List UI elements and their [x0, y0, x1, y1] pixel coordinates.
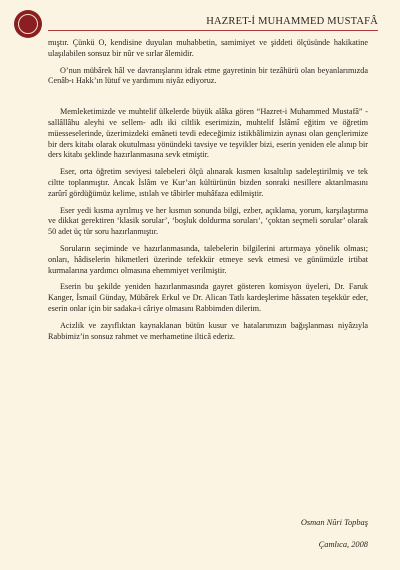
running-header-title: HAZRET-İ MUHAMMED MUSTAFÂ [206, 16, 378, 27]
paragraph: Acizlik ve zayıflıktan kaynaklanan bütün kusur ve hatalarımızın bağışlanması niyâzıyla Rabbimiz’in sonsuz rahmet ve merhametine ilticâ ederiz. [48, 320, 368, 341]
paragraph: O’nun mübârek hâl ve davranışlarını idrak etme gayretinin bir tezâhürü olan beyanlarımızda Cenâb-ı Hakk’ın lütuf ve yardımını niyâz ediyoruz. [48, 65, 368, 86]
signature-block [301, 512, 368, 556]
paragraph: Memleketimizde ve muhtelif ülkelerde büyük alâka gören “Hazret-i Muhammed Mustafâ” -sallâllâhu aleyhi ve sellem- adlı iki ciltlik eserimizin, muhtelif İslâmî eğitim ve öğretim müesseselerinde, üzerimizdeki emâneti tevdi edeceğimiz istikbâlimizin aynası olan gençlerimize bir ders kitabı olarak okutulması yönündeki tavsiye ve teşvikler bizi, eserin yeniden ele alınıp bir ders kitabı şeklinde hazırlanmasına sevk etmiştir. [48, 107, 368, 160]
paragraph: Eserin bu şekilde yeniden hazırlanmasında gayret gösteren komisyon üyeleri, Dr. Faruk Kanger, İsmail Günday, Mübârek Erkul ve Dr. Alican Tatlı kardeşlerime hâssaten teşekkür eder, eserin onlar için bir sadaka-i câriye olmasını Rabbimden dilerim. [48, 282, 368, 313]
paragraph: mıştır. Çünkü O, kendisine duyulan muhabbetin, samimiyet ve şiddeti ölçüsünde hakikatine ulaşılabilen sonsuz bir nûr ve sırlar âlemidir. [48, 38, 368, 58]
paragraph: Soruların seçiminde ve hazırlanmasında, talebelerin bilgilerini artırmaya yönelik olması; onları, hâdiselerin hikmetleri üzerinde tefekkür etmeye sevk etmesi ve günümüzle irtibat kurmalarına yardımcı olmasına ehemmiyet verilmiştir. [48, 243, 368, 275]
paragraph: Eser, orta öğretim seviyesi talebeleri ölçü alınarak kısmen kısaltılıp sadeleştirilmiş ve tek ciltte toplanmıştır. Ancak İslâm ve Kur’an kültürünün bizden sonraki nesillere aktarılmasını zarûrî gördüğümüz kelime, ıstılah ve tâbirler muhâfaza edilmiştir. [48, 167, 368, 198]
body-text [48, 38, 368, 348]
paragraph: Eser yedi kısma ayrılmış ve her kısmın sonunda bilgi, ezber, açıklama, yorum, karşılaştırma ve dikkat gerektiren ‘klasik sorular’, ‘boşluk doldurma soruları’, ‘çoktan seçmeli sorular’ olarak 50 adet üç tür soru hazırlanmıştır. [48, 205, 368, 237]
place-date: Çamlıca, 2008 [318, 540, 368, 549]
author-name: Osman Nûri Topbaş [300, 518, 368, 527]
calligraphy-seal-icon [14, 10, 42, 38]
header-rule [48, 30, 378, 31]
section-gap [48, 93, 368, 107]
